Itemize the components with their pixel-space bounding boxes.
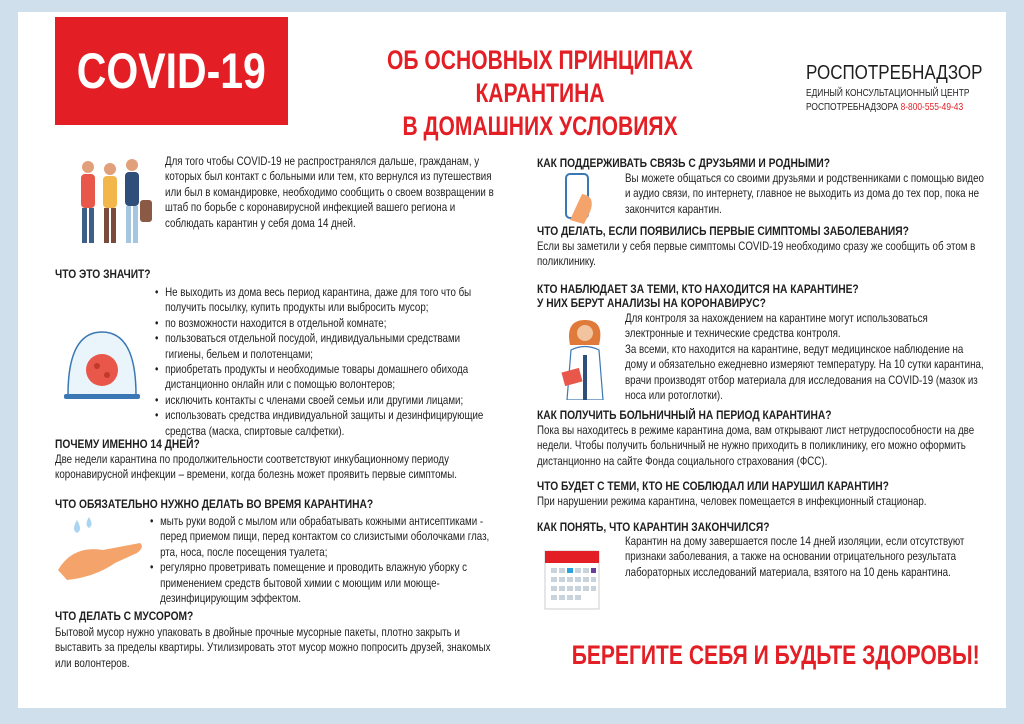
list-item: • Не выходить из дома весь период карантина, даже для того что бы получить посылку, купить продукты или выбросить мусор; [155, 285, 499, 316]
heading-must-do: ЧТО ОБЯЗАТЕЛЬНО НУЖНО ДЕЛАТЬ ВО ВРЕМЯ КАРАНТИНА? [55, 497, 374, 511]
heading-why-14: ПОЧЕМУ ИМЕННО 14 ДНЕЙ? [55, 437, 200, 451]
heading-sick-leave: КАК ПОЛУЧИТЬ БОЛЬНИЧНЫЙ НА ПЕРИОД КАРАНТИНА? [537, 408, 832, 422]
must-do-list [150, 514, 499, 606]
intro-text: Для того чтобы COVID-19 не распространялся дальше, гражданам, у которых был контакт с больными или тем, кто вернулся из путешествия или был в командировке, необходимо сообщить о своем возвращении в штаб по борьбе с коронавирусной инфекцией вашего региона и соблюдать карантин у себя дома 14 дней. [165, 155, 494, 230]
monitor-text-1: Для контроля за нахождением на карантине могут использоваться электронные и технические средства контроля. [625, 312, 928, 341]
why-14-text: Две недели карантина по продолжительности соответствуют инкубационному периоду коронавирусной инфекции – времени, когда болезнь может проявить первые симптомы. [55, 453, 457, 482]
list-item: • приобретать продукты и необходимые товары домашнего обихода дистанционно онлайн или с помощью волонтеров; [155, 362, 499, 393]
meaning-list [155, 285, 499, 439]
doctor-illustration [555, 315, 615, 400]
org-contact [806, 87, 969, 114]
heading-monitor [537, 283, 859, 310]
org-sub-2: РОСПОТРЕБНАДЗОРА [806, 100, 899, 113]
sick-leave-text: Пока вы находитесь в режиме карантина дома, вам открывают лист нетрудоспособности на две недели. Чтобы получить больничный не нужно приходить в поликлинику, его можно оформить дистанционно на сайте Фонда социального страхования (ФСС). [537, 424, 975, 468]
list-item: • использовать средства индивидуальной защиты и дезинфицирующие средства (маска, спиртовые салфетки). [155, 408, 499, 439]
org-sub-1: ЕДИНЫЙ КОНСУЛЬТАЦИОННЫЙ ЦЕНТР [806, 87, 970, 99]
badge-text: COVID-19 [76, 43, 267, 99]
monitor-text-2: За всеми, кто находится на карантине, ведут медицинское наблюдение на дому и обязательно ежедневно измеряют температуру. На 10 сутки карантина, врачи производят отбор материала для исследования на COVID-19 (мазок из носа или ротоглотки). [625, 342, 984, 403]
slogan: БЕРЕГИТЕ СЕБЯ И БУДЬТЕ ЗДОРОВЫ! [571, 640, 980, 670]
heading-violation: ЧТО БУДЕТ С ТЕМИ, КТО НЕ СОБЛЮДАЛ ИЛИ НАРУШИЛ КАРАНТИН? [537, 479, 889, 493]
heading-meaning: ЧТО ЭТО ЗНАЧИТ? [55, 267, 151, 281]
symptoms-text: Если вы заметили у себя первые симптомы COVID-19 необходимо сразу же сообщить об этом в поликлинику. [537, 240, 976, 269]
title-line-1: ОБ ОСНОВНЫХ ПРИНЦИПАХ КАРАНТИНА [387, 45, 693, 108]
heading-trash: ЧТО ДЕЛАТЬ С МУСОРОМ? [55, 609, 194, 623]
list-item: • мыть руки водой с мылом или обрабатывать кожными антисептиками - перед приемом пищи, перед контактом со слизистыми оболочками глаз, рта, носа, после посещения туалета; [150, 514, 499, 560]
covid-badge [55, 17, 288, 125]
contact-text: Вы можете общаться со своими друзьями и родственниками с помощью видео и аудио связи, по интернету, главное не выходить из дома до тех пор, пока не закончится карантин. [625, 172, 984, 216]
title-line-2: В ДОМАШНИХ УСЛОВИЯХ [402, 111, 678, 141]
list-item: • регулярно проветривать помещение и проводить влажную уборку с применением средств бытовой химии с моющим или моюще-дезинфицирующим эффектом. [150, 560, 499, 606]
heading-monitor-1: КТО НАБЛЮДАЕТ ЗА ТЕМИ, КТО НАХОДИТСЯ НА КАРАНТИНЕ? [537, 282, 859, 296]
heading-monitor-2: У НИХ БЕРУТ АНАЛИЗЫ НА КОРОНАВИРУС? [537, 295, 766, 310]
org-name: РОСПОТРЕБНАДЗОР [806, 62, 983, 84]
smartphone-icon [560, 172, 600, 227]
trash-text: Бытовой мусор нужно упаковать в двойные прочные мусорные пакеты, плотно закрыть и выставить за пределы квартиры. Утилизировать этот мусор можно попросить друзей, знакомых или волонтеров. [55, 626, 491, 670]
virus-under-dome-icon [60, 320, 145, 405]
hand-washing-icon [55, 515, 150, 585]
calendar-icon [543, 547, 603, 612]
list-item: • исключить контакты с членами своей семьи или другими лицами; [155, 393, 499, 408]
heading-quarantine-end: КАК ПОНЯТЬ, ЧТО КАРАНТИН ЗАКОНЧИЛСЯ? [537, 520, 770, 534]
list-item: • по возможности находится в отдельной комнате; [155, 316, 499, 331]
heading-contact: КАК ПОДДЕРЖИВАТЬ СВЯЗЬ С ДРУЗЬЯМИ И РОДНЫМИ? [537, 156, 831, 170]
heading-symptoms: ЧТО ДЕЛАТЬ, ЕСЛИ ПОЯВИЛИСЬ ПЕРВЫЕ СИМПТОМЫ ЗАБОЛЕВАНИЯ? [537, 224, 909, 238]
quarantine-end-text: Карантин на дому завершается после 14 дней изоляции, если отсутствуют признаки заболевания, а также на основании отрицательного результата лабораторных исследований материала, взятого на 10 день карантина. [625, 535, 965, 579]
page-title [345, 44, 735, 143]
list-item: • пользоваться отдельной посудой, индивидуальными средствами гигиены, бельем и полотенцами; [155, 331, 499, 362]
monitor-text [625, 311, 986, 403]
violation-text: При нарушении режима карантина, человек помещается в инфекционный стационар. [537, 495, 927, 508]
hotline-phone: 8-800-555-49-43 [900, 100, 964, 113]
people-travelers-illustration [70, 155, 160, 250]
